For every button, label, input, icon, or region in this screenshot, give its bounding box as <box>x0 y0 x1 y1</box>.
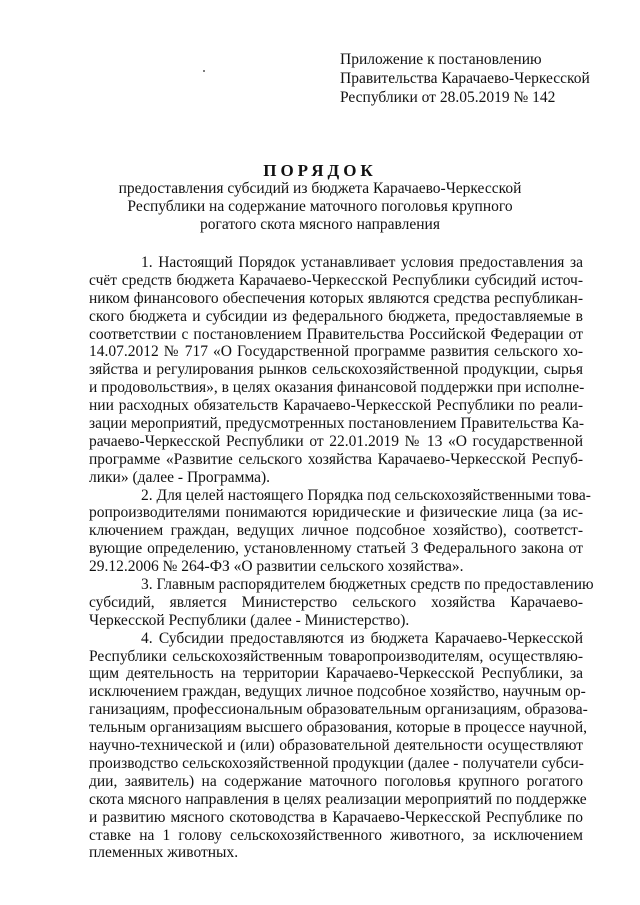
paragraph-line: субсидий, является Министерство сельского хозяйства Карачаево- <box>89 593 583 611</box>
paragraph-line: и развитию мясного скотоводства в Карачаево-Черкесской Республике по <box>89 808 583 826</box>
paragraph-line: лики» (далее - Программа). <box>89 468 271 486</box>
paragraph-line: зяйства и регулирования рынков сельскохозяйственной продукции, сырья <box>89 361 583 379</box>
appendix-line-1: Приложение к постановлению <box>340 51 542 68</box>
paragraph-line: ропроизводителями понимаются юридические и физические лица (за ис- <box>89 504 583 522</box>
paragraph-1 <box>89 254 583 487</box>
paragraph-line: 3. Главным распорядителем бюджетных средств по предоставлению <box>141 576 594 594</box>
paragraph-line: 29.12.2006 № 264-ФЗ «О развитии сельского хозяйства». <box>89 558 464 576</box>
paragraph-3 <box>89 576 594 630</box>
subtitle-line-2: Республики на содержание маточного поголовья крупного <box>127 198 513 215</box>
paragraph-line: тельным организациям высшего образования, которые в процессе научной, <box>89 719 588 737</box>
subtitle-line-1: предоставления субсидий из бюджета Карачаево-Черкесской <box>118 180 522 197</box>
paragraph-line: ником финансового обеспечения которых являются средства республикан- <box>89 289 583 307</box>
subtitle-line-3: рогатого скота мясного направления <box>200 216 440 233</box>
paragraph-line: племенных животных. <box>89 844 239 862</box>
paragraph-line: производство сельскохозяйственной продукции (далее - получатели субси- <box>89 754 584 772</box>
scan-speck <box>203 70 205 72</box>
paragraph-line: зации мероприятий, предусмотренных постановлением Правительства Ка- <box>89 415 585 433</box>
paragraph-4 <box>89 629 588 863</box>
paragraph-line: дии, заявитель) на содержание маточного поголовья крупного рогатого <box>89 772 583 790</box>
paragraph-line: Республики сельскохозяйственным товаропроизводителям, осуществляю- <box>89 647 583 665</box>
paragraph-line: 1. Настоящий Порядок устанавливает условия предоставления за <box>141 254 583 271</box>
paragraph-line: щим деятельность на территории Карачаево-Черкесской Республики, за <box>89 665 583 683</box>
paragraph-line: ставке на 1 голову сельскохозяйственного животного, за исключением <box>89 826 583 844</box>
document-title: ПОРЯДОК <box>263 161 377 180</box>
paragraph-line: скота мясного направления в целях реализации мероприятий по поддержке <box>89 790 587 808</box>
paragraph-line: научно-технической и (или) образовательной деятельности осуществляют <box>89 737 583 755</box>
paragraph-line: исключением граждан, ведущих личное подсобное хозяйство, научным ор- <box>89 683 586 701</box>
paragraph-line: нии расходных обязательств Карачаево-Черкесской Республики по реали- <box>89 397 583 415</box>
paragraph-line: 4. Субсидии предоставляются из бюджета Карачаево-Черкесской <box>141 629 583 647</box>
document-body <box>89 254 594 862</box>
appendix-note <box>340 50 620 107</box>
paragraph-line: 14.07.2012 № 717 «О Государственной программе развития сельского хо- <box>89 343 583 361</box>
document-subtitle <box>0 180 640 234</box>
paragraph-line: программе «Развитие сельского хозяйства Карачаево-Черкесской Респуб- <box>89 450 583 468</box>
paragraph-2 <box>89 486 591 576</box>
appendix-line-2: Правительства Карачаево-Черкесской <box>340 70 590 87</box>
paragraph-line: счёт средств бюджета Карачаево-Черкесской Республики субсидий источ- <box>89 271 583 289</box>
paragraph-line: ского бюджета и субсидии из федерального бюджета, предоставляемые в <box>89 307 583 325</box>
paragraph-line: ключением граждан, ведущих личное подсобное хозяйство), соответст- <box>89 522 583 540</box>
appendix-line-3: Республики от 28.05.2019 № 142 <box>340 89 556 106</box>
paragraph-line: и продовольствия», в целях оказания финансовой поддержки при исполне- <box>89 379 585 397</box>
paragraph-line: ганизациям, профессиональным образовательным организациям, образова- <box>89 701 588 719</box>
paragraph-line: соответствии с постановлением Правительства Российской Федерации от <box>89 325 583 343</box>
paragraph-line: рачаево-Черкесской Республики от 22.01.2019 № 13 «О государственной <box>89 432 583 450</box>
paragraph-line: 2. Для целей настоящего Порядка под сельскохозяйственными това- <box>141 486 591 504</box>
paragraph-line: вующие определению, установленному статьей 3 Федерального закона от <box>89 540 583 558</box>
paragraph-line: Черкесской Республики (далее - Министерство). <box>89 611 410 629</box>
